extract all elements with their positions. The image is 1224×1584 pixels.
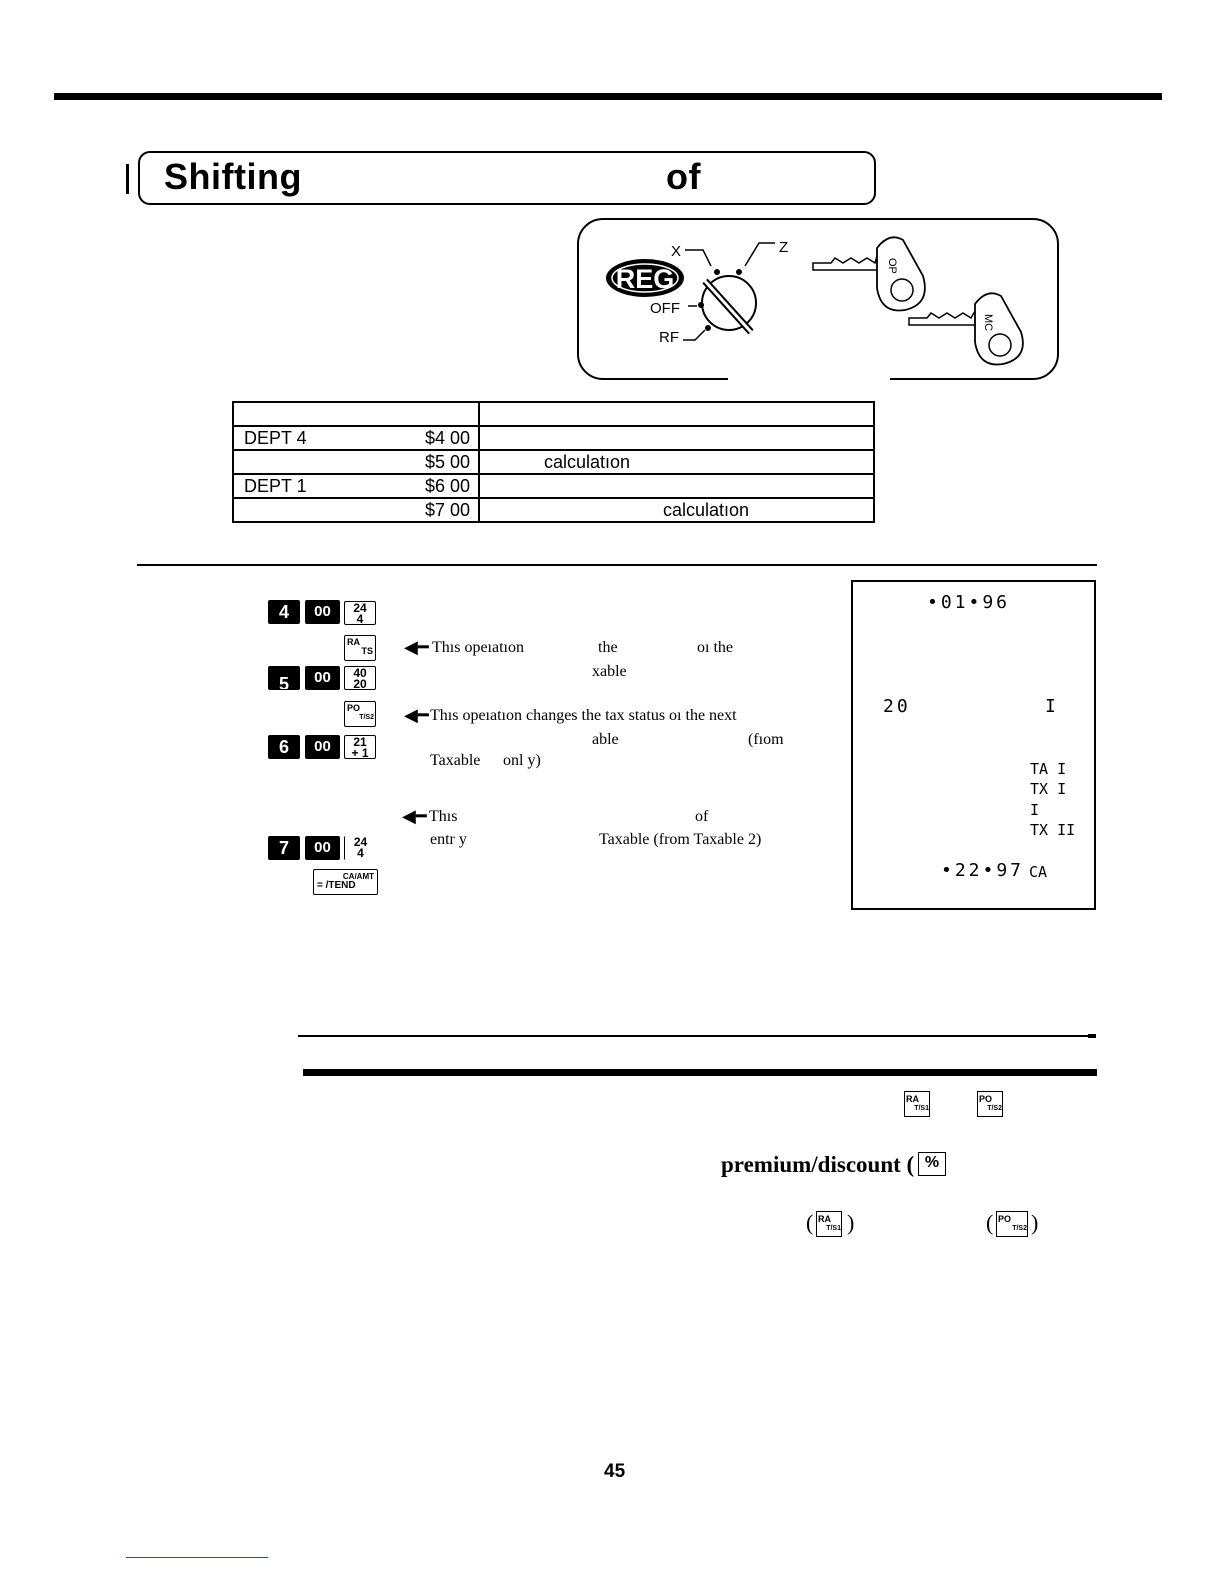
double-zero-key[interactable]: 00 (305, 836, 340, 860)
dept-20-key[interactable]: 40 20 (344, 666, 376, 690)
rf-position-label: RF (659, 329, 679, 346)
percent-key[interactable]: % (918, 1152, 946, 1176)
dept-1-key[interactable]: 21 + 1 (344, 735, 376, 759)
ca-amt-tend-key[interactable]: CA/AMT = /TEND (313, 869, 378, 895)
note-text: Thıs (429, 808, 458, 825)
receipt-mark: I (1030, 801, 1040, 819)
table-header-row (233, 402, 874, 426)
note-text: entr y (430, 831, 467, 848)
digit-key-4[interactable]: 4 (268, 600, 300, 624)
op-key-illustration (813, 237, 925, 310)
po-ts2-key[interactable]: PO T/S2 (344, 701, 376, 727)
table-row (233, 426, 874, 450)
mc-key-illustration (909, 293, 1023, 364)
mode-switch-illustration (577, 218, 1057, 380)
note-text: Taxable (430, 752, 481, 769)
entries-table (232, 401, 875, 523)
note-text: onl y) (503, 752, 541, 769)
dept-price: $5 00 (424, 452, 470, 472)
receipt-tax-status: TA I (1030, 760, 1067, 778)
note-text: the (598, 639, 618, 656)
row-description: calculatıon (544, 451, 631, 472)
section-divider (137, 564, 1097, 566)
note-text: oı the (697, 639, 733, 656)
note-text: of (695, 808, 709, 825)
po-ts2-key[interactable]: PO T/S2 (977, 1091, 1003, 1117)
left-arrow-icon: ◀━ (404, 705, 429, 725)
table-row (233, 498, 874, 522)
lower-divider-thin (298, 1035, 1090, 1037)
mc-key-label: MC (982, 314, 994, 332)
dept-price: $4 00 (424, 428, 470, 448)
double-zero-key[interactable]: 00 (305, 735, 340, 759)
receipt-tax-status: TX II (1030, 821, 1076, 839)
note-text: Taxable (from Taxable 2) (599, 831, 762, 848)
op-key-label: OP (886, 258, 898, 274)
double-zero-key[interactable]: 00 (305, 666, 340, 690)
reg-position-label: REG (615, 264, 675, 294)
note-text: Thıs opeıatıon changes the tax status oı the next (430, 707, 737, 724)
lower-divider-thick (303, 1069, 1097, 1076)
table-row (233, 450, 874, 474)
double-zero-key[interactable]: 00 (305, 600, 340, 624)
dept-name: DEPT 4 (244, 428, 307, 448)
receipt-total-symbol: CA (1029, 863, 1048, 881)
note-text: Thıs opeıatıon (432, 639, 524, 656)
z-position-label: Z (779, 239, 789, 256)
close-paren: ) (1031, 1210, 1039, 1235)
left-arrow-icon: ◀━ (404, 637, 429, 657)
po-ts2-key[interactable]: PO T/S2 (996, 1211, 1028, 1237)
open-paren: ( (986, 1210, 994, 1235)
receipt-total: •22•97 (941, 860, 1025, 881)
dept-4-key[interactable]: 24 4 (344, 601, 376, 625)
row-description: calculatıon (663, 499, 750, 520)
open-paren: ( (806, 1210, 814, 1235)
section-title-word-1: Shifting (164, 156, 302, 197)
note-text: (fıom (748, 731, 784, 748)
receipt-mark: I (1045, 696, 1059, 717)
left-arrow-icon: ◀━ (402, 806, 427, 826)
digit-key-6[interactable]: 6 (268, 735, 300, 759)
ra-ts1-key[interactable]: RA T/S1 (904, 1091, 930, 1117)
lower-divider-tick (1088, 1034, 1096, 1038)
top-rule (54, 93, 1162, 100)
receipt-quantity: 20 (883, 696, 911, 717)
premium-discount-label: premium/discount ( (721, 1152, 915, 1177)
note-text: xable (592, 663, 627, 680)
mode-panel-gap (728, 372, 890, 380)
dept-price: $6 00 (424, 476, 470, 496)
digit-key-7[interactable]: 7 (268, 836, 300, 860)
row-description (479, 474, 874, 498)
page-number: 45 (604, 1461, 626, 1482)
receipt-tax-status: TX I (1030, 780, 1067, 798)
ra-ts-key[interactable]: RA TS (344, 635, 376, 661)
footnote-rule (126, 1557, 268, 1558)
heading-bracket-mark (126, 164, 129, 194)
dept-price: $7 00 (424, 500, 470, 520)
off-position-label: OFF (650, 300, 680, 317)
close-paren: ) (847, 1210, 855, 1235)
section-title-word-2: of (666, 156, 701, 197)
row-description (479, 426, 874, 450)
table-header-cell (233, 402, 479, 426)
ra-ts1-key[interactable]: RA T/S1 (816, 1211, 842, 1237)
note-text: able (592, 731, 619, 748)
receipt-date: •01•96 (927, 592, 1011, 613)
digit-key-5[interactable]: 5 (268, 666, 300, 690)
table-row (233, 474, 874, 498)
dept-4-key[interactable]: 24 4 (344, 836, 376, 860)
table-header-cell (479, 402, 874, 426)
dept-name: DEPT 1 (244, 476, 307, 496)
x-position-label: X (671, 243, 682, 260)
